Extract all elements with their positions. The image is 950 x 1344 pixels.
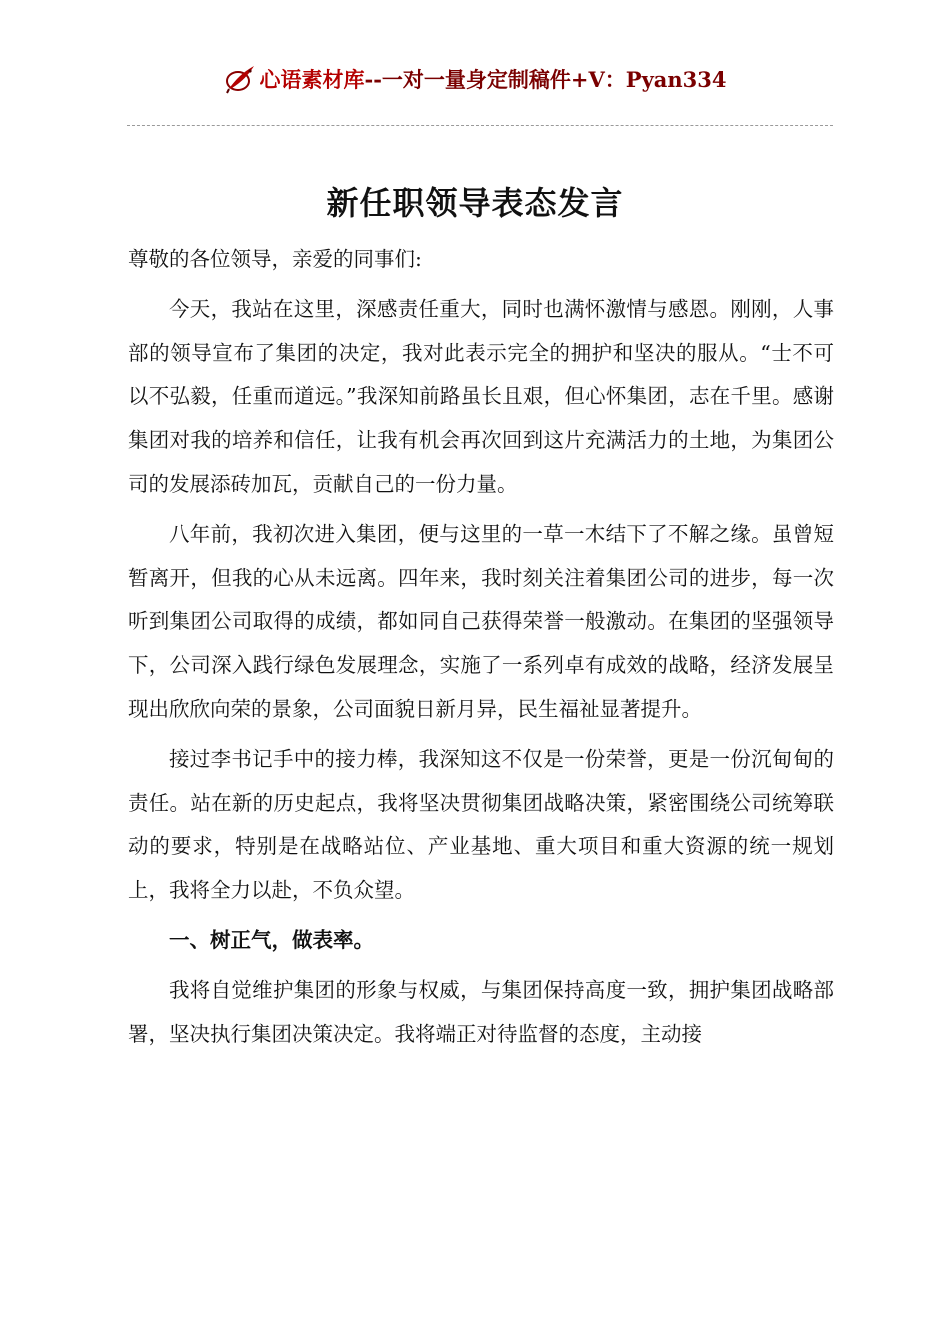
header-tagline: --一对一量身定制稿件+V：Pyan334 [364, 67, 727, 92]
section-paragraph: 我将自觉维护集团的形象与权威，与集团保持高度一致，拥护集团战略部署，坚决执行集团决策决定。我将端正对待监督的态度，主动接 [128, 977, 834, 1046]
feather-pen-icon [223, 62, 257, 96]
section-heading: 一、树正气，做表率。 [169, 927, 374, 952]
document-body [128, 238, 834, 1056]
paragraph-3: 接过李书记手中的接力棒，我深知这不仅是一份荣誉，更是一份沉甸甸的责任。站在新的历史起点，我将坚决贯彻集团战略决策，紧密围绕公司统筹联动的要求，特别是在战略站位、产业基地、重大项目和重大资源的统一规划上，我将全力以赴，不负众望。 [128, 746, 834, 903]
paragraph-2: 八年前，我初次进入集团，便与这里的一草一木结下了不解之缘。虽曾短暂离开，但我的心从未远离。四年来，我时刻关注着集团公司的进步，每一次听到集团公司取得的成绩，都如同自己获得荣誉一般激动。在集团的坚强领导下，公司深入践行绿色发展理念，实施了一系列卓有成效的战略，经济发展呈现出欣欣向荣的景象，公司面貌日新月异，民生福祉显著提升。 [128, 521, 834, 721]
salutation: 尊敬的各位领导，亲爱的同事们: [128, 247, 422, 271]
page-title: 新任职领导表态发言 [326, 184, 624, 222]
header-divider [127, 125, 833, 126]
page-header [0, 62, 950, 102]
paragraph-1: 今天，我站在这里，深感责任重大，同时也满怀激情与感恩。刚刚，人事部的领导宣布了集团的决定，我对此表示完全的拥护和坚决的服从。“士不可以不弘毅，任重而道远。”我深知前路虽长且艰，但心怀集团，志在千里。感谢集团对我的培养和信任，让我有机会再次回到这片充满活力的土地，为集团公司的发展添砖加瓦，贡献自己的一份力量。 [128, 296, 834, 496]
header-brand: 心语素材库 [259, 67, 365, 92]
